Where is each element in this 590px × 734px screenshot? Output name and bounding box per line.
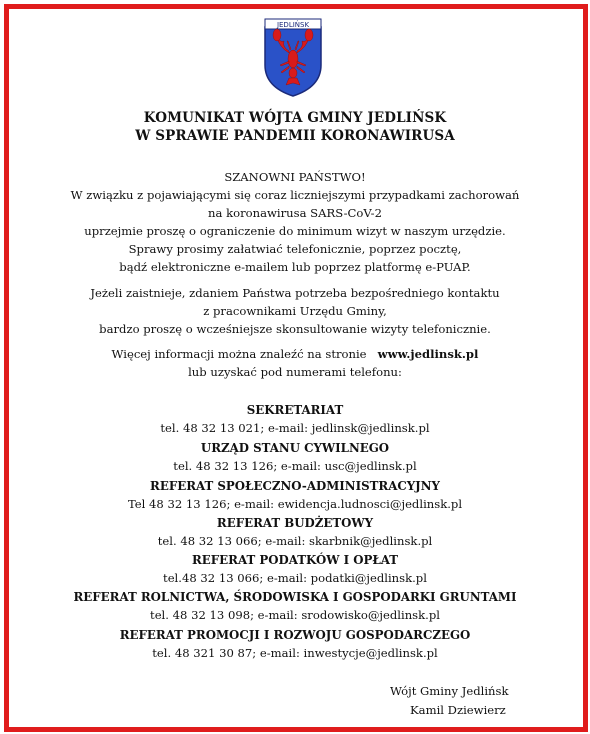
more-info-text: Więcej informacji można znaleźć na stronie	[111, 347, 367, 361]
or-phone-line: lub uzyskać pod numerami telefonu:	[188, 365, 402, 379]
heading-line-1: KOMUNIKAT WÓJTA GMINY JEDLIŃSK	[143, 110, 447, 126]
contact-details: tel. 48 32 13 098; e-mail: srodowisko@jedlinsk.pl	[150, 608, 440, 622]
paragraph-1-line: bądź elektroniczne e-mailem lub poprzez platformę e-PUAP.	[119, 260, 471, 274]
contact-details: tel. 48 32 13 021; e-mail: jedlinsk@jedlinsk.pl	[160, 421, 430, 435]
contact-details: tel. 48 321 30 87; e-mail: inwestycje@jedlinsk.pl	[152, 646, 438, 660]
contact-name: REFERAT PROMOCJI I ROZWOJU GOSPODARCZEGO	[119, 628, 471, 642]
contact-details: tel. 48 32 13 066; e-mail: skarbnik@jedlinsk.pl	[157, 534, 433, 548]
contact-details: Tel 48 32 13 126; e-mail: ewidencja.ludnosci@jedlinsk.pl	[127, 497, 463, 511]
paragraph-1-line: na koronawirusa SARS-CoV-2	[208, 206, 382, 220]
contact-name: URZĄD STANU CYWILNEGO	[200, 441, 390, 455]
paragraph-2-line: Jeżeli zaistnieje, zdaniem Państwa potrzeba bezpośredniego kontaktu	[90, 286, 500, 300]
municipal-crest-icon	[262, 17, 324, 97]
paragraph-2-line: bardzo proszę o wcześniejsze skonsultowanie wizyty telefonicznie.	[99, 322, 491, 336]
contact-name: REFERAT BUDŻETOWY	[216, 516, 374, 530]
contact-details: tel. 48 32 13 126; e-mail: usc@jedlinsk.pl	[173, 459, 417, 473]
contact-name: SEKRETARIAT	[246, 403, 344, 417]
paragraph-1-line: Sprawy prosimy załatwiać telefonicznie, poprzez pocztę,	[128, 242, 462, 256]
more-info-line	[0, 347, 590, 361]
signature-name: Kamil Dziewierz	[410, 703, 506, 717]
website-link[interactable]: www.jedlinsk.pl	[377, 347, 479, 361]
crest-banner-text: JEDLIŃSK	[276, 21, 310, 29]
paragraph-2-line: z pracownikami Urzędu Gminy,	[203, 304, 387, 318]
paragraph-1-line: W związku z pojawiającymi się coraz liczniejszymi przypadkami zachorowań	[70, 188, 520, 202]
contact-name: REFERAT SPOŁECZNO-ADMINISTRACYJNY	[150, 479, 440, 493]
contact-name: REFERAT PODATKÓW I OPŁAT	[191, 553, 399, 567]
signature-role: Wójt Gminy Jedlińsk	[390, 684, 509, 698]
paragraph-1-line: uprzejmie proszę o ograniczenie do minimum wizyt w naszym urzędzie.	[84, 224, 506, 238]
heading-line-2: W SPRAWIE PANDEMII KORONAWIRUSA	[135, 128, 455, 144]
contact-details: tel.48 32 13 066; e-mail: podatki@jedlinsk.pl	[163, 571, 427, 585]
salutation: SZANOWNI PAŃSTWO!	[224, 170, 366, 184]
contact-name: REFERAT ROLNICTWA, ŚRODOWISKA I GOSPODARKI GRUNTAMI	[73, 590, 517, 604]
